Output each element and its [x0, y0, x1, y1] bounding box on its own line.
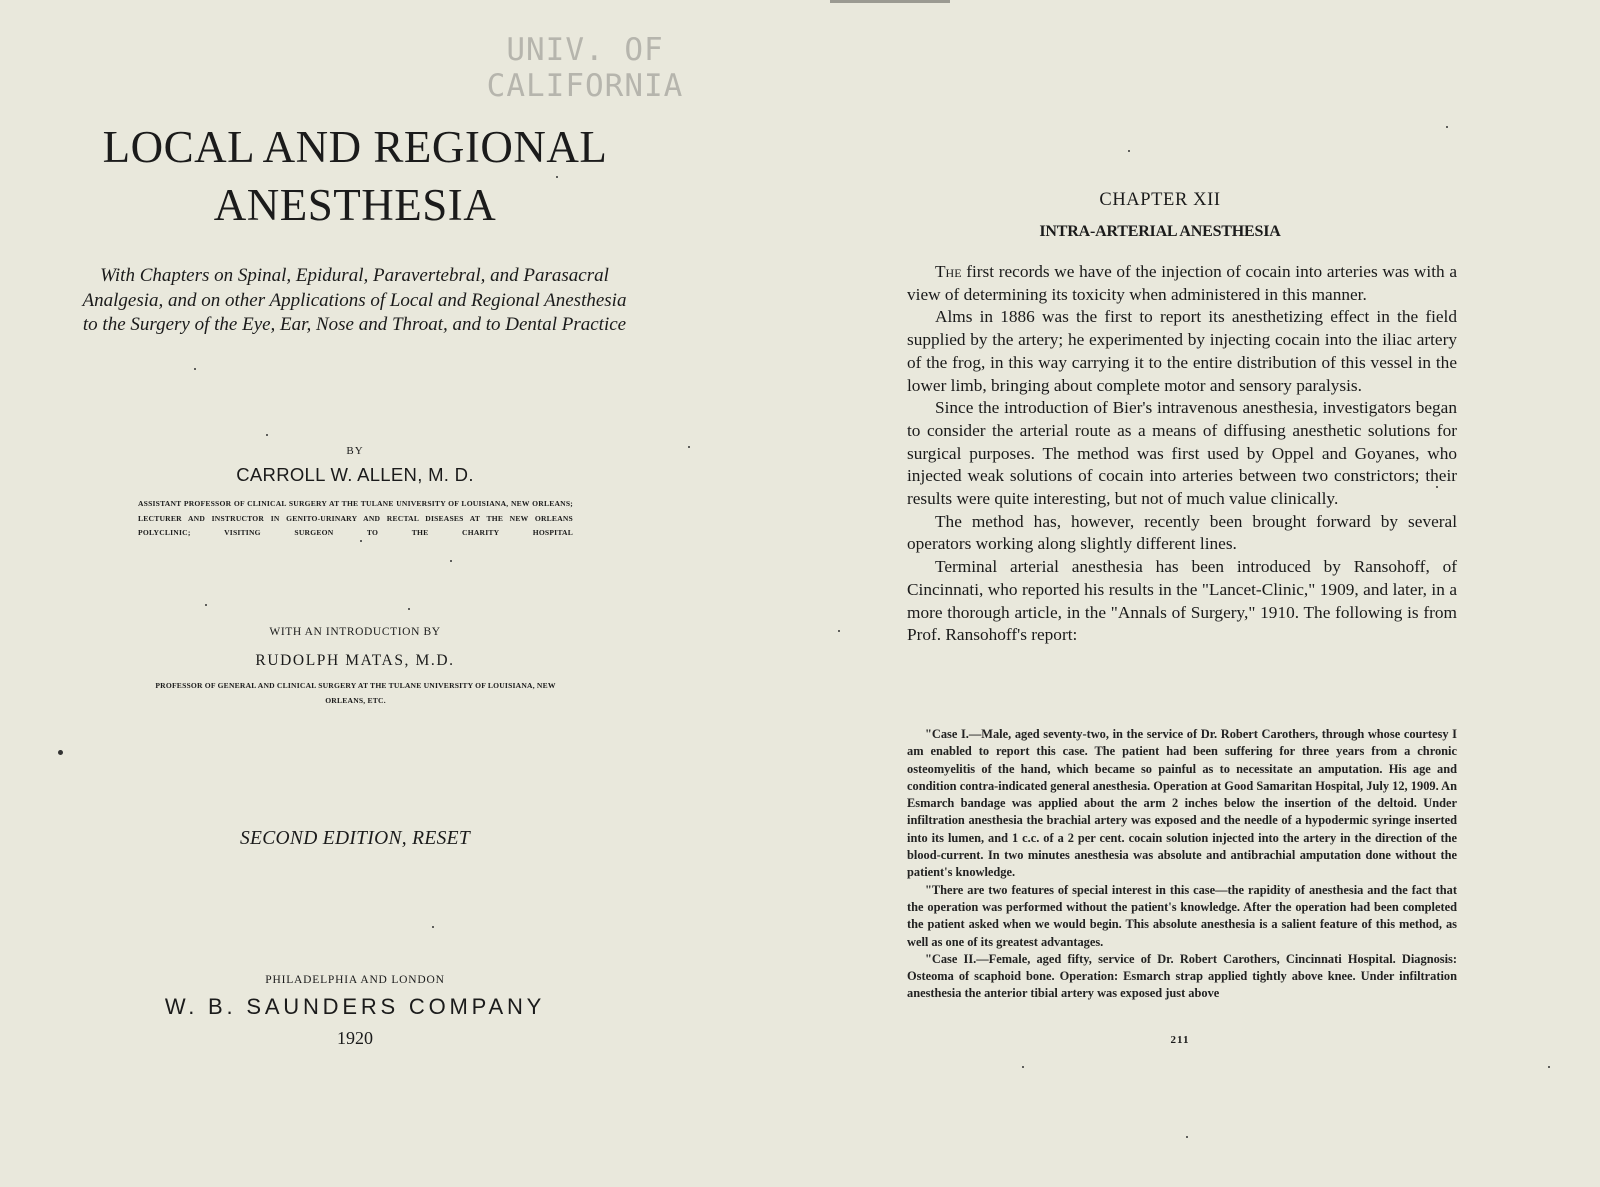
- publisher-place: PHILADELPHIA AND LONDON: [265, 974, 445, 986]
- book-title-line-2: ANESTHESIA: [213, 180, 497, 230]
- body-paragraph: [907, 511, 1457, 556]
- scan-speck: [1022, 1066, 1024, 1068]
- author-credentials: ASSISTANT PROFESSOR OF CLINICAL SURGERY AT THE TULANE UNIVERSITY OF LOUISIANA, NEW ORLEANS; LECTURER AND INSTRUCTOR IN GENITO-URINARY AND RECTAL DISEASES AT THE NEW ORLEANS POLYCLINIC; VISITING SURGEON TO THE CHARITY HOSPITAL: [138, 499, 573, 537]
- paragraph-text: first records we have of the injection of cocain into arteries was with a view of determining its toxicity when administered in this manner.: [907, 262, 1457, 304]
- scan-speck: [194, 368, 196, 370]
- scan-speck: [266, 434, 268, 436]
- scan-speck: [450, 560, 452, 562]
- scan-speck: [360, 540, 362, 542]
- paragraph-text: Terminal arterial anesthesia has been introduced by Ransohoff, of Cincinnati, who reported his results in the "Lancet-Clinic," 1909, and later, in a more thorough article, in the "Annals of Surgery," 1910. The following is from Prof. Ransohoff's report:: [907, 557, 1457, 645]
- introduction-label: WITH AN INTRODUCTION BY: [269, 626, 441, 638]
- edition-label: SECOND EDITION, RESET: [239, 828, 470, 849]
- body-paragraph: [907, 556, 1457, 647]
- case-report-quote: [907, 726, 1457, 1003]
- title-page: [0, 0, 790, 1187]
- quote-paragraph: "There are two features of special interest in this case—the rapidity of anesthesia and the fact that the operation was performed without the patient's knowledge. After the operation had been completed the patient asked when we would begin. This absolute anesthesia is a salient feature of this method, as well as one of its greatest advantages.: [907, 882, 1457, 949]
- scan-speck: [1128, 150, 1130, 152]
- quote-paragraph: "Case I.—Male, aged seventy-two, in the service of Dr. Robert Carothers, through whose courtesy I am enabled to report this case. The patient had been suffering for three years from a chronic osteomyelitis of the hand, which became so painful as to necessitate an amputation. His age and condition contra-indicated general anesthesia. Operation at Good Samaritan Hospital, July 12, 1909. An Esmarch bandage was applied about the arm 2 inches below the insertion of the deltoid. Under infiltration anesthesia the brachial artery was exposed and the needle of a hypodermic syringe inserted into its lumen, and 1 c.c. of a 2 per cent. cocain solution injected into the artery in the direction of the blood-current. In two minutes anesthesia was absolute and antibrachial amputation done without the patient's knowledge.: [907, 727, 1457, 880]
- body-paragraph: [907, 306, 1457, 397]
- scan-speck: [556, 176, 558, 178]
- stamp-line-1: UNIV. OF: [506, 32, 664, 68]
- scan-speck: [408, 608, 410, 610]
- scan-speck: [838, 630, 840, 632]
- stamp-line-2: CALIFORNIA: [486, 68, 684, 104]
- chapter-title: INTRA-ARTERIAL ANESTHESIA: [1039, 223, 1281, 240]
- introduction-author: RUDOLPH MATAS, M.D.: [255, 652, 455, 669]
- quote-paragraph: "Case II.—Female, aged fifty, service of Dr. Robert Carothers, Cincinnati Hospital. Diagnosis: Osteoma of scaphoid bone. Operation: Esmarch strap applied tightly above knee. Under infiltration anesthesia the anterior tibial artery was exposed just above: [907, 951, 1457, 1001]
- book-subtitle: With Chapters on Spinal, Epidural, Paravertebral, and Parasacral Analgesia, and on other Applications of Local and Regional Anesthesia to the Surgery of the Eye, Ear, Nose and Throat, and to Dental Practice: [82, 265, 627, 335]
- book-title: [80, 118, 630, 234]
- introduction-author-credentials: PROFESSOR OF GENERAL AND CLINICAL SURGERY AT THE TULANE UNIVERSITY OF LOUISIANA, NEW ORLEANS, ETC.: [155, 681, 556, 705]
- chapter-number: CHAPTER XII: [1099, 190, 1221, 210]
- publisher-name: W. B. SAUNDERS COMPANY: [164, 994, 546, 1019]
- chapter-body: [907, 261, 1457, 647]
- page-number: 211: [1170, 1034, 1190, 1046]
- paragraph-text: The method has, however, recently been brought forward by several operators working along slightly different lines.: [907, 511, 1457, 554]
- book-title-line-1: LOCAL AND REGIONAL: [102, 122, 608, 172]
- scan-speck: [1548, 1066, 1550, 1068]
- paragraph-first-word: The: [935, 262, 962, 281]
- paragraph-text: Since the introduction of Bier's intravenous anesthesia, investigators began to consider the arterial route as a means of diffusing anesthetic solutions for surgical purposes. The method was first used by Oppel and Goyanes, who injected weak solutions of cocain into arteries between two constrictors; their results were quite interesting, but not of much value clinically.: [907, 398, 1457, 509]
- scan-speck: [205, 604, 207, 606]
- scan-speck: [58, 750, 63, 755]
- scan-speck: [688, 446, 690, 448]
- body-paragraph: [907, 261, 1457, 306]
- body-paragraph: [907, 397, 1457, 511]
- scan-speck: [432, 926, 434, 928]
- by-label: BY: [346, 445, 364, 457]
- scan-speck: [1186, 1136, 1188, 1138]
- author-name: CARROLL W. ALLEN, M. D.: [236, 464, 474, 485]
- publication-year: 1920: [337, 1028, 373, 1048]
- scan-speck: [1446, 126, 1448, 128]
- library-stamp: [470, 32, 700, 104]
- paragraph-text: Alms in 1886 was the first to report its anesthetizing effect in the field supplied by the artery; he experimented by injecting cocain into the iliac artery of the frog, in this way carrying it to the entire distribution of this vessel in the lower limb, bringing about complete motor and sensory paralysis.: [907, 307, 1457, 395]
- chapter-page: [800, 0, 1600, 1187]
- scan-speck: [1436, 486, 1438, 488]
